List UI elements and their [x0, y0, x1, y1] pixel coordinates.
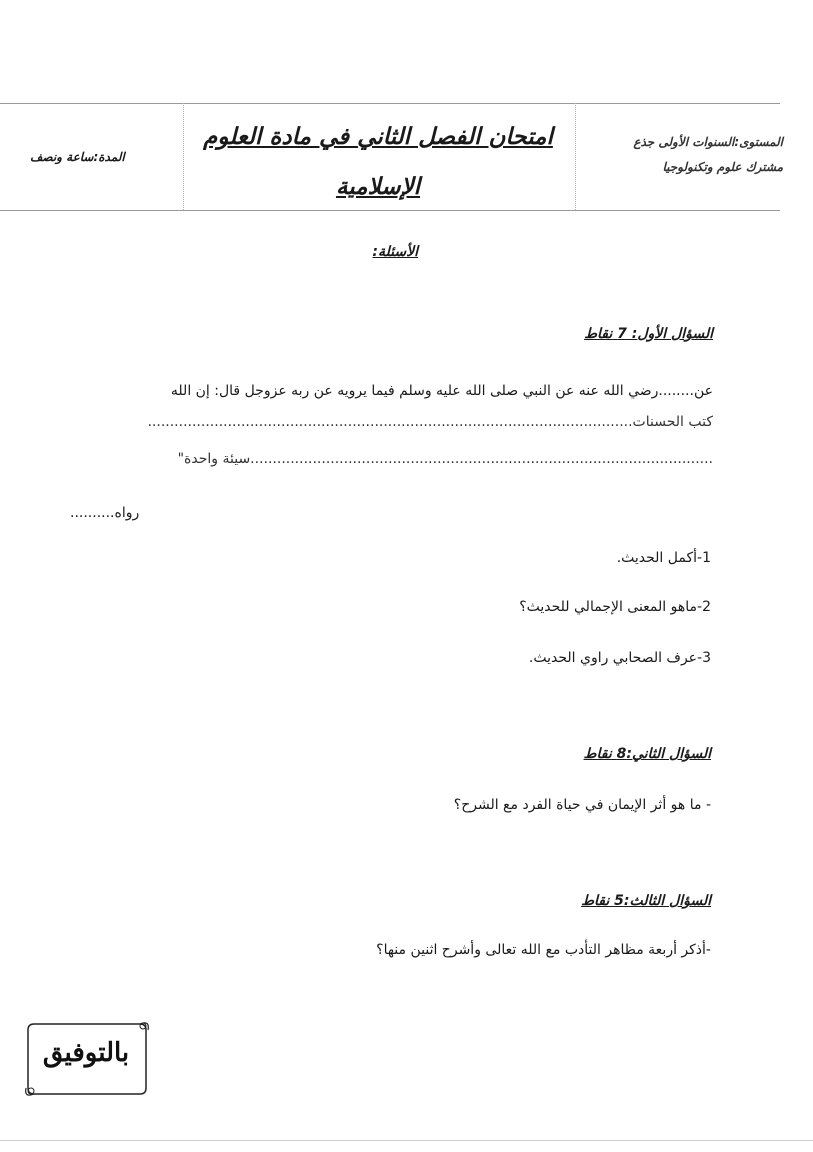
page-bottom-rule [0, 1140, 813, 1141]
exam-title-line-2: الإسلامية [335, 173, 421, 200]
exam-duration: المدة:ساعة ونصف [30, 150, 125, 164]
question-2-title: السؤال الثاني:8 نقاط [583, 746, 711, 762]
question-1-item-3: 3-عرف الصحابي راوي الحديث. [528, 650, 711, 666]
question-1-title: السؤال الأول: 7 نقاط [584, 326, 713, 342]
hadith-line-3: ........................................................................................................سيئة واحدة" [177, 451, 713, 467]
header-divider-left [183, 103, 184, 210]
question-1-item-2: 2-ماهو المعنى الإجمالي للحديث؟ [519, 599, 711, 615]
question-2-text: - ما هو أثر الإيمان في حياة الفرد مع الشرح؟ [453, 797, 711, 813]
question-3-title: السؤال الثالث:5 نقاط [581, 893, 711, 909]
hadith-line-2: كتب الحسنات............................................................................................................. [147, 414, 713, 430]
good-luck-text: بالتوفيق [42, 1038, 130, 1068]
hadith-narrator: رواه.......... [70, 505, 140, 521]
hadith-line-1: عن........رضي الله عنه عن النبي صلى الله عليه وسلم فيما يرويه عن ربه عزوجل قال: إن الله [170, 383, 713, 399]
question-1-item-1: 1-أكمل الحديث. [616, 550, 711, 566]
good-luck-scroll [22, 1018, 150, 1100]
header-divider-right [575, 103, 576, 210]
questions-heading: الأسئلة: [372, 244, 418, 260]
level-info [583, 130, 783, 180]
level-line-1: المستوى:السنوات الأولى جذع [633, 135, 783, 149]
header-top-rule [0, 103, 780, 104]
exam-title-line-1: امتحان الفصل الثاني في مادة العلوم [203, 123, 553, 150]
exam-title [190, 112, 566, 212]
level-line-2: مشترك علوم وتكنولوجيا [662, 160, 783, 174]
question-3-text: -أذكر أربعة مظاهر التأدب مع الله تعالى وأشرح اثنين منها؟ [376, 942, 711, 958]
